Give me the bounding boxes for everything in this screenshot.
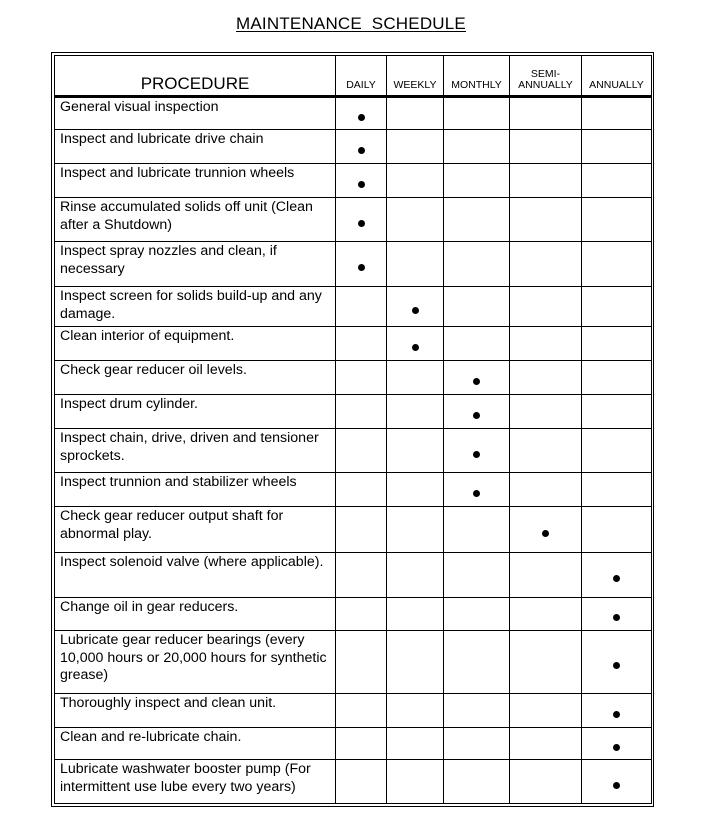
- frequency-cell-weekly: [387, 395, 444, 429]
- frequency-cell-weekly: [387, 598, 444, 631]
- frequency-cell-semi-annually: [510, 242, 582, 287]
- frequency-cell-semi-annually: [510, 507, 582, 553]
- bullet-icon: [412, 344, 419, 351]
- frequency-cell-semi-annually: [510, 760, 582, 804]
- bullet-icon: [542, 530, 549, 537]
- frequency-cell-monthly: [444, 327, 510, 361]
- frequency-cell-semi-annually: [510, 728, 582, 760]
- table-row: [55, 429, 652, 473]
- frequency-cell-annually: [582, 198, 652, 242]
- bullet-icon: [473, 412, 480, 419]
- table-row: [55, 130, 652, 164]
- maintenance-schedule-table: [54, 55, 652, 804]
- table-row: [55, 97, 652, 130]
- frequency-cell-monthly: [444, 473, 510, 507]
- frequency-cell-annually: [582, 130, 652, 164]
- frequency-cell-daily: [336, 164, 387, 198]
- table-row: [55, 694, 652, 728]
- frequency-cell-daily: [336, 728, 387, 760]
- table-row: [55, 473, 652, 507]
- frequency-cell-annually: [582, 598, 652, 631]
- procedure-cell: Change oil in gear reducers.: [55, 598, 336, 631]
- frequency-cell-monthly: [444, 287, 510, 327]
- procedure-cell: Inspect screen for solids build-up and any damage.: [55, 287, 336, 327]
- frequency-cell-daily: [336, 507, 387, 553]
- frequency-cell-annually: [582, 728, 652, 760]
- page-title: MAINTENANCE SCHEDULE: [236, 14, 466, 33]
- procedure-cell: Thoroughly inspect and clean unit.: [55, 694, 336, 728]
- frequency-cell-weekly: [387, 287, 444, 327]
- frequency-cell-semi-annually: [510, 598, 582, 631]
- bullet-icon: [613, 662, 620, 669]
- frequency-cell-daily: [336, 198, 387, 242]
- frequency-cell-weekly: [387, 327, 444, 361]
- frequency-cell-annually: [582, 395, 652, 429]
- procedure-cell: Check gear reducer output shaft for abnormal play.: [55, 507, 336, 553]
- bullet-icon: [358, 181, 365, 188]
- frequency-cell-daily: [336, 327, 387, 361]
- frequency-cell-daily: [336, 242, 387, 287]
- frequency-cell-annually: [582, 164, 652, 198]
- table-row: [55, 361, 652, 395]
- table-row: [55, 760, 652, 804]
- bullet-icon: [613, 711, 620, 718]
- procedure-cell: Inspect trunnion and stabilizer wheels: [55, 473, 336, 507]
- frequency-cell-annually: [582, 97, 652, 130]
- frequency-cell-annually: [582, 760, 652, 804]
- frequency-cell-weekly: [387, 760, 444, 804]
- frequency-cell-semi-annually: [510, 631, 582, 694]
- frequency-cell-semi-annually: [510, 553, 582, 598]
- bullet-icon: [473, 451, 480, 458]
- frequency-cell-semi-annually: [510, 198, 582, 242]
- frequency-cell-annually: [582, 361, 652, 395]
- bullet-icon: [613, 782, 620, 789]
- frequency-cell-monthly: [444, 760, 510, 804]
- frequency-cell-monthly: [444, 361, 510, 395]
- procedure-cell: Clean interior of equipment.: [55, 327, 336, 361]
- frequency-cell-monthly: [444, 507, 510, 553]
- frequency-cell-monthly: [444, 395, 510, 429]
- table-row: [55, 198, 652, 242]
- frequency-cell-annually: [582, 287, 652, 327]
- frequency-cell-annually: [582, 429, 652, 473]
- frequency-cell-weekly: [387, 473, 444, 507]
- frequency-cell-weekly: [387, 242, 444, 287]
- bullet-icon: [358, 264, 365, 271]
- table-row: [55, 327, 652, 361]
- column-header-procedure: PROCEDURE: [55, 56, 336, 97]
- frequency-cell-weekly: [387, 631, 444, 694]
- bullet-icon: [358, 147, 365, 154]
- frequency-cell-daily: [336, 553, 387, 598]
- procedure-cell: Lubricate gear reducer bearings (every 10,000 hours or 20,000 hours for synthetic grease): [55, 631, 336, 694]
- frequency-cell-weekly: [387, 429, 444, 473]
- frequency-cell-monthly: [444, 242, 510, 287]
- frequency-cell-daily: [336, 97, 387, 130]
- frequency-cell-weekly: [387, 97, 444, 130]
- frequency-cell-daily: [336, 694, 387, 728]
- frequency-cell-monthly: [444, 198, 510, 242]
- schedule-body: [55, 97, 652, 804]
- table-row: [55, 553, 652, 598]
- bullet-icon: [613, 614, 620, 621]
- procedure-cell: Inspect solenoid valve (where applicable).: [55, 553, 336, 598]
- bullet-icon: [473, 378, 480, 385]
- frequency-cell-daily: [336, 395, 387, 429]
- frequency-cell-daily: [336, 631, 387, 694]
- frequency-cell-daily: [336, 760, 387, 804]
- frequency-cell-semi-annually: [510, 287, 582, 327]
- frequency-cell-daily: [336, 598, 387, 631]
- header-row: [55, 56, 652, 97]
- procedure-cell: Check gear reducer oil levels.: [55, 361, 336, 395]
- column-header-semi-annually: SEMI- ANNUALLY: [510, 56, 582, 97]
- frequency-cell-semi-annually: [510, 164, 582, 198]
- bullet-icon: [613, 744, 620, 751]
- frequency-cell-daily: [336, 473, 387, 507]
- frequency-cell-monthly: [444, 553, 510, 598]
- frequency-cell-annually: [582, 507, 652, 553]
- frequency-cell-annually: [582, 631, 652, 694]
- frequency-cell-daily: [336, 287, 387, 327]
- frequency-cell-weekly: [387, 553, 444, 598]
- table-row: [55, 242, 652, 287]
- procedure-cell: Inspect chain, drive, driven and tensioner sprockets.: [55, 429, 336, 473]
- table-row: [55, 287, 652, 327]
- column-header-monthly: MONTHLY: [444, 56, 510, 97]
- frequency-cell-weekly: [387, 130, 444, 164]
- frequency-cell-monthly: [444, 598, 510, 631]
- column-header-daily: DAILY: [336, 56, 387, 97]
- frequency-cell-monthly: [444, 97, 510, 130]
- frequency-cell-semi-annually: [510, 97, 582, 130]
- frequency-cell-daily: [336, 361, 387, 395]
- table-row: [55, 631, 652, 694]
- frequency-cell-monthly: [444, 631, 510, 694]
- frequency-cell-weekly: [387, 507, 444, 553]
- frequency-cell-daily: [336, 429, 387, 473]
- table-row: [55, 164, 652, 198]
- procedure-cell: Inspect spray nozzles and clean, if necessary: [55, 242, 336, 287]
- bullet-icon: [358, 114, 365, 121]
- frequency-cell-semi-annually: [510, 361, 582, 395]
- frequency-cell-monthly: [444, 728, 510, 760]
- frequency-cell-semi-annually: [510, 429, 582, 473]
- bullet-icon: [358, 220, 365, 227]
- procedure-cell: Lubricate washwater booster pump (For intermittent use lube every two years): [55, 760, 336, 804]
- bullet-icon: [613, 575, 620, 582]
- procedure-cell: General visual inspection: [55, 97, 336, 130]
- frequency-cell-semi-annually: [510, 473, 582, 507]
- bullet-icon: [412, 307, 419, 314]
- frequency-cell-weekly: [387, 694, 444, 728]
- procedure-cell: Clean and re-lubricate chain.: [55, 728, 336, 760]
- table-row: [55, 598, 652, 631]
- frequency-cell-annually: [582, 694, 652, 728]
- frequency-cell-monthly: [444, 429, 510, 473]
- frequency-cell-semi-annually: [510, 395, 582, 429]
- procedure-cell: Inspect and lubricate trunnion wheels: [55, 164, 336, 198]
- frequency-cell-semi-annually: [510, 327, 582, 361]
- table-row: [55, 395, 652, 429]
- frequency-cell-monthly: [444, 694, 510, 728]
- column-header-annually: ANNUALLY: [582, 56, 652, 97]
- column-header-weekly: WEEKLY: [387, 56, 444, 97]
- frequency-cell-monthly: [444, 130, 510, 164]
- frequency-cell-daily: [336, 130, 387, 164]
- frequency-cell-weekly: [387, 728, 444, 760]
- frequency-cell-weekly: [387, 198, 444, 242]
- frequency-cell-monthly: [444, 164, 510, 198]
- table-row: [55, 507, 652, 553]
- frequency-cell-annually: [582, 327, 652, 361]
- frequency-cell-semi-annually: [510, 694, 582, 728]
- frequency-cell-annually: [582, 473, 652, 507]
- frequency-cell-weekly: [387, 361, 444, 395]
- frequency-cell-weekly: [387, 164, 444, 198]
- procedure-cell: Inspect drum cylinder.: [55, 395, 336, 429]
- frequency-cell-semi-annually: [510, 130, 582, 164]
- procedure-cell: Inspect and lubricate drive chain: [55, 130, 336, 164]
- frequency-cell-annually: [582, 242, 652, 287]
- procedure-cell: Rinse accumulated solids off unit (Clean after a Shutdown): [55, 198, 336, 242]
- table-row: [55, 728, 652, 760]
- frequency-cell-annually: [582, 553, 652, 598]
- bullet-icon: [473, 490, 480, 497]
